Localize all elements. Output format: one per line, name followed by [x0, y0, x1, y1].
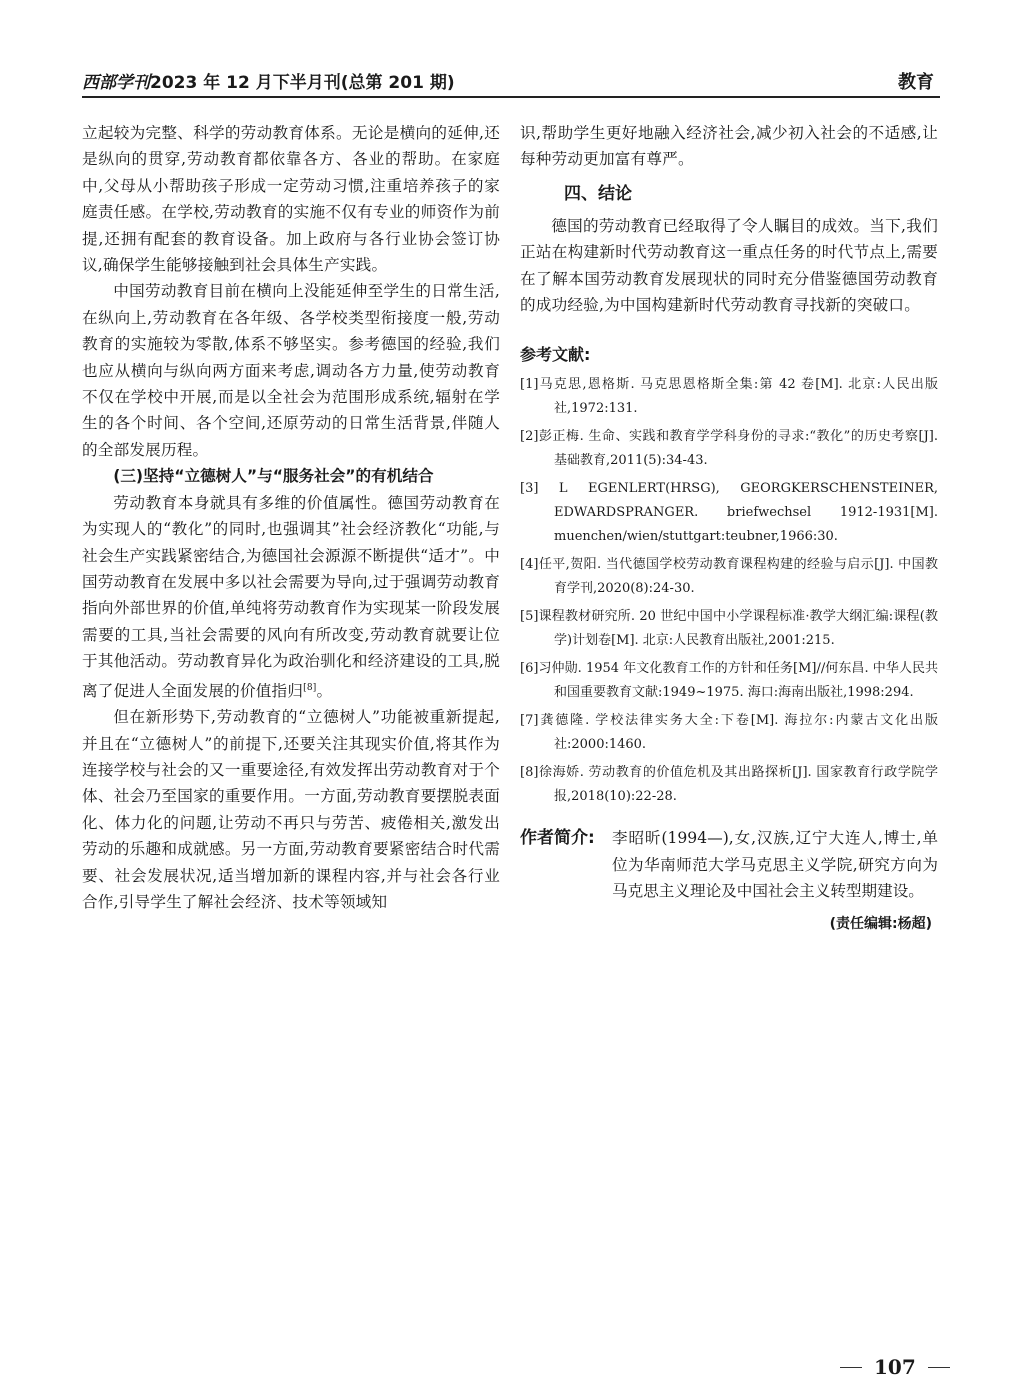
running-header: [82, 68, 940, 98]
reference-item: [7]龚德隆. 学校法律实务大全:下卷[M]. 海拉尔:内蒙古文化出版社:2000:1460.: [520, 713, 938, 753]
left-column: [82, 120, 500, 915]
reference-item: [2]彭正梅. 生命、实践和教育学学科身份的寻求:“教化”的历史考察[J]. 基础教育,2011(5):34-43.: [520, 429, 938, 469]
dash-left: [840, 1367, 862, 1368]
paragraph: 中国劳动教育目前在横向上没能延伸至学生的日常生活,在纵向上,劳动教育在各年级、各学校类型衔接度一般,劳动教育的实施较为零散,体系不够坚实。参考德国的经验,我们也应从横向与纵向两方面来考虑,调动各方力量,使劳动教育不仅在学校中开展,而是以全社会为范围形成系统,辐射在学生的各个时间、各个空间,还原劳动的日常生活背景,伴随人的全部发展历程。: [82, 282, 500, 459]
reference-item: [8]徐海娇. 劳动教育的价值危机及其出路探析[J]. 国家教育行政学院学报,2018(10):22-28.: [520, 765, 938, 805]
reference-item: [3] L EGENLERT(HRSG), GEORGKERSCHENSTEINER, EDWARDSPRANGER. briefwechsel 1912-1931[M]. muenchen/wien/stuttgart:teubner,1966:30.: [520, 481, 938, 545]
author-text: 李昭昕(1994—),女,汉族,辽宁大连人,博士,单位为华南师范大学马克思主义学院,研究方向为马克思主义理论及中国社会主义转型期建设。: [612, 829, 938, 901]
references-heading: 参考文献:: [520, 345, 591, 365]
page-footer: [840, 1355, 950, 1379]
page-number: 107: [874, 1355, 916, 1379]
dash-right: [928, 1367, 950, 1368]
journal-title: [82, 68, 455, 93]
author-label: 作者简介:: [520, 828, 595, 849]
paragraph: 德国的劳动教育已经取得了令人瞩目的成效。当下,我们正站在构建新时代劳动教育这一重点任务的时代节点上,需要在了解本国劳动教育发展现状的同时充分借鉴德国劳动教育的成功经验,为中国构建新时代劳动教育寻找新的突破口。: [520, 216, 938, 315]
paragraph: [82, 490, 500, 704]
paragraph: 但在新形势下,劳动教育的“立德树人”功能被重新提起,并且在“立德树人”的前提下,还要关注其现实价值,将其作为连接学校与社会的又一重要途径,有效发挥出劳动教育对于个体、社会乃至国家的重要作用。一方面,劳动教育要摆脱表面化、体力化的问题,让劳动不再只与劳苦、疲倦相关,激发出劳动的乐趣和成就感。另一方面,劳动教育要紧密结合时代需要、社会发展状况,适当增加新的课程内容,并与社会各行业合作,引导学生了解社会经济、技术等领域知: [82, 708, 500, 911]
author-bio: [520, 825, 938, 904]
paragraph: 立起较为完整、科学的劳动教育体系。无论是横向的延伸,还是纵向的贯穿,劳动教育都依靠各方、各业的帮助。在家庭中,父母从小帮助孩子形成一定劳动习惯,注重培养孩子的家庭责任感。在学校,劳动教育的实施不仅有专业的师资作为前提,还拥有配套的教育设备。加上政府与各行业协会签订协议,确保学生能够接触到社会具体生产实践。: [82, 124, 500, 275]
reference-item: [6]习仲勋. 1954 年文化教育工作的方针和任务[M]//何东昌. 中华人民共和国重要教育文献:1949~1975. 海口:海南出版社,1998:294.: [520, 661, 938, 701]
reference-item: [1]马克思,恩格斯. 马克思恩格斯全集:第 42 卷[M]. 北京:人民出版社,1972:131.: [520, 377, 938, 417]
paragraph: 识,帮助学生更好地融入经济社会,减少初入社会的不适感,让每种劳动更加富有尊严。: [520, 124, 938, 169]
citation-marker[interactable]: [8]: [303, 682, 317, 693]
section-tag: 教育: [898, 72, 934, 93]
subsection-heading: (三)坚持“立德树人”与“服务社会”的有机结合: [113, 467, 434, 486]
reference-list: [520, 373, 938, 809]
reference-item: [5]课程教材研究所. 20 世纪中国中小学课程标准·教学大纲汇编:课程(教学)计划卷[M]. 北京:人民教育出版社,2001:215.: [520, 609, 938, 649]
reference-item: [4]任平,贺阳. 当代德国学校劳动教育课程构建的经验与启示[J]. 中国教育学刊,2020(8):24-30.: [520, 557, 938, 597]
issue-info: 2023 年 12 月下半月刊(总第 201 期): [150, 73, 455, 93]
right-column: [520, 120, 938, 933]
editor-note: (责任编辑:杨超): [829, 915, 932, 932]
section-heading: 四、结论: [564, 183, 632, 204]
paragraph-text: 劳动教育本身就具有多维的价值属性。德国劳动教育在为实现人的“教化”的同时,也强调其”社会经济教化“功能,与社会生产实践紧密结合,为德国社会源源不断提供“适才”。中国劳动教育在发展中多以社会需要为导向,过于强调劳动教育指向外部世界的价值,单纯将劳动教育作为实现某一阶段发展需要的工具,当社会需要的风向有所改变,劳动教育就要让位于其他活动。劳动教育异化为政治驯化和经济建设的工具,脱离了促进人全面发展的价值指归: [82, 493, 500, 700]
journal-logo: 西部学刊: [82, 73, 150, 93]
paragraph-end: 。: [316, 681, 333, 700]
